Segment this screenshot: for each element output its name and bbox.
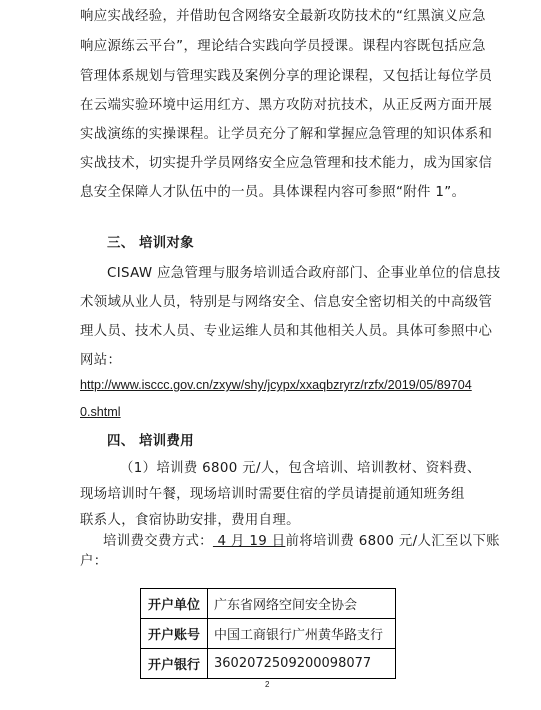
paragraph-line: 实战技术，切实提升学员网络安全应急管理和技术能力，成为国家信 [80,156,493,171]
paragraph-line: 响应源练云平台”，理论结合实践向学员授课。课程内容既包括应急 [80,39,486,54]
paragraph-line: 术领域从业人员，特别是与网络安全、信息安全密切相关的中高级管 [80,295,493,310]
center-website-link[interactable]: http://www.isccc.gov.cn/zxyw/shy/jcypx/xxaqbzryrz/rzfx/2019/05/89704 [80,378,472,392]
table-cell-label: 开户单位 [141,589,208,619]
paragraph-line: 管理体系规划与管理实践及案例分享的理论课程，又包括让每位学员 [80,69,493,84]
paragraph-line: 在云端实验环境中运用红方、黑方攻防对抗技术，从正反两方面开展 [80,98,493,113]
fee-line: 联系人，食宿协助安排，费用自理。 [80,513,300,528]
section-title: 培训费用 [139,434,194,449]
paragraph-line: 实战演练的实操课程。让学员充分了解和掌握应急管理的知识体系和 [80,127,493,142]
page-number: 2 [265,680,270,689]
section-title: 培训对象 [139,236,194,251]
section-heading-training-fee [107,433,194,451]
payment-method-line [103,533,500,551]
table-cell-label: 开户银行 [141,649,208,679]
paragraph-line: 息安全保障人才队伍中的一员。具体课程内容可参照“附件 1”。 [80,185,466,200]
paragraph-line: 网站： [80,353,122,368]
section-heading-training-target [107,235,194,253]
table-row [141,649,396,679]
table-row [141,589,396,619]
paragraph-line: 响应实战经验，并借助包含网络安全最新攻防技术的“红黑演义应急 [80,9,486,24]
fee-line: （1）培训费 6800 元/人，包含培训、培训教材、资料费、 [120,461,481,476]
table-cell-value: 广东省网络空间安全协会 [208,589,396,619]
fee-line: 现场培训时午餐，现场培训时需要住宿的学员请提前通知班务组 [80,487,465,502]
payment-suffix: 前将培训费 6800 元/人汇至以下账 [285,534,500,549]
paragraph-line: CISAW 应急管理与服务培训适合政府部门、企事业单位的信息技 [107,266,501,281]
center-website-link-continued[interactable]: 0.shtml [80,405,121,419]
bank-account-table [140,588,396,679]
table-cell-label: 开户账号 [141,619,208,649]
section-number: 三、 [107,236,135,251]
section-number: 四、 [107,434,135,449]
table-row [141,619,396,649]
payment-prefix: 培训费交费方式： [103,534,213,549]
table-cell-value: 中国工商银行广州黄华路支行 [208,619,396,649]
paragraph-line: 理人员、技术人员、专业运维人员和其他相关人员。具体可参照中心 [80,324,493,339]
payment-method-line-2: 户： [80,554,108,569]
payment-deadline: 4 月 19 日 [212,534,286,549]
table-cell-value: 3602072509200098077 [208,649,396,679]
